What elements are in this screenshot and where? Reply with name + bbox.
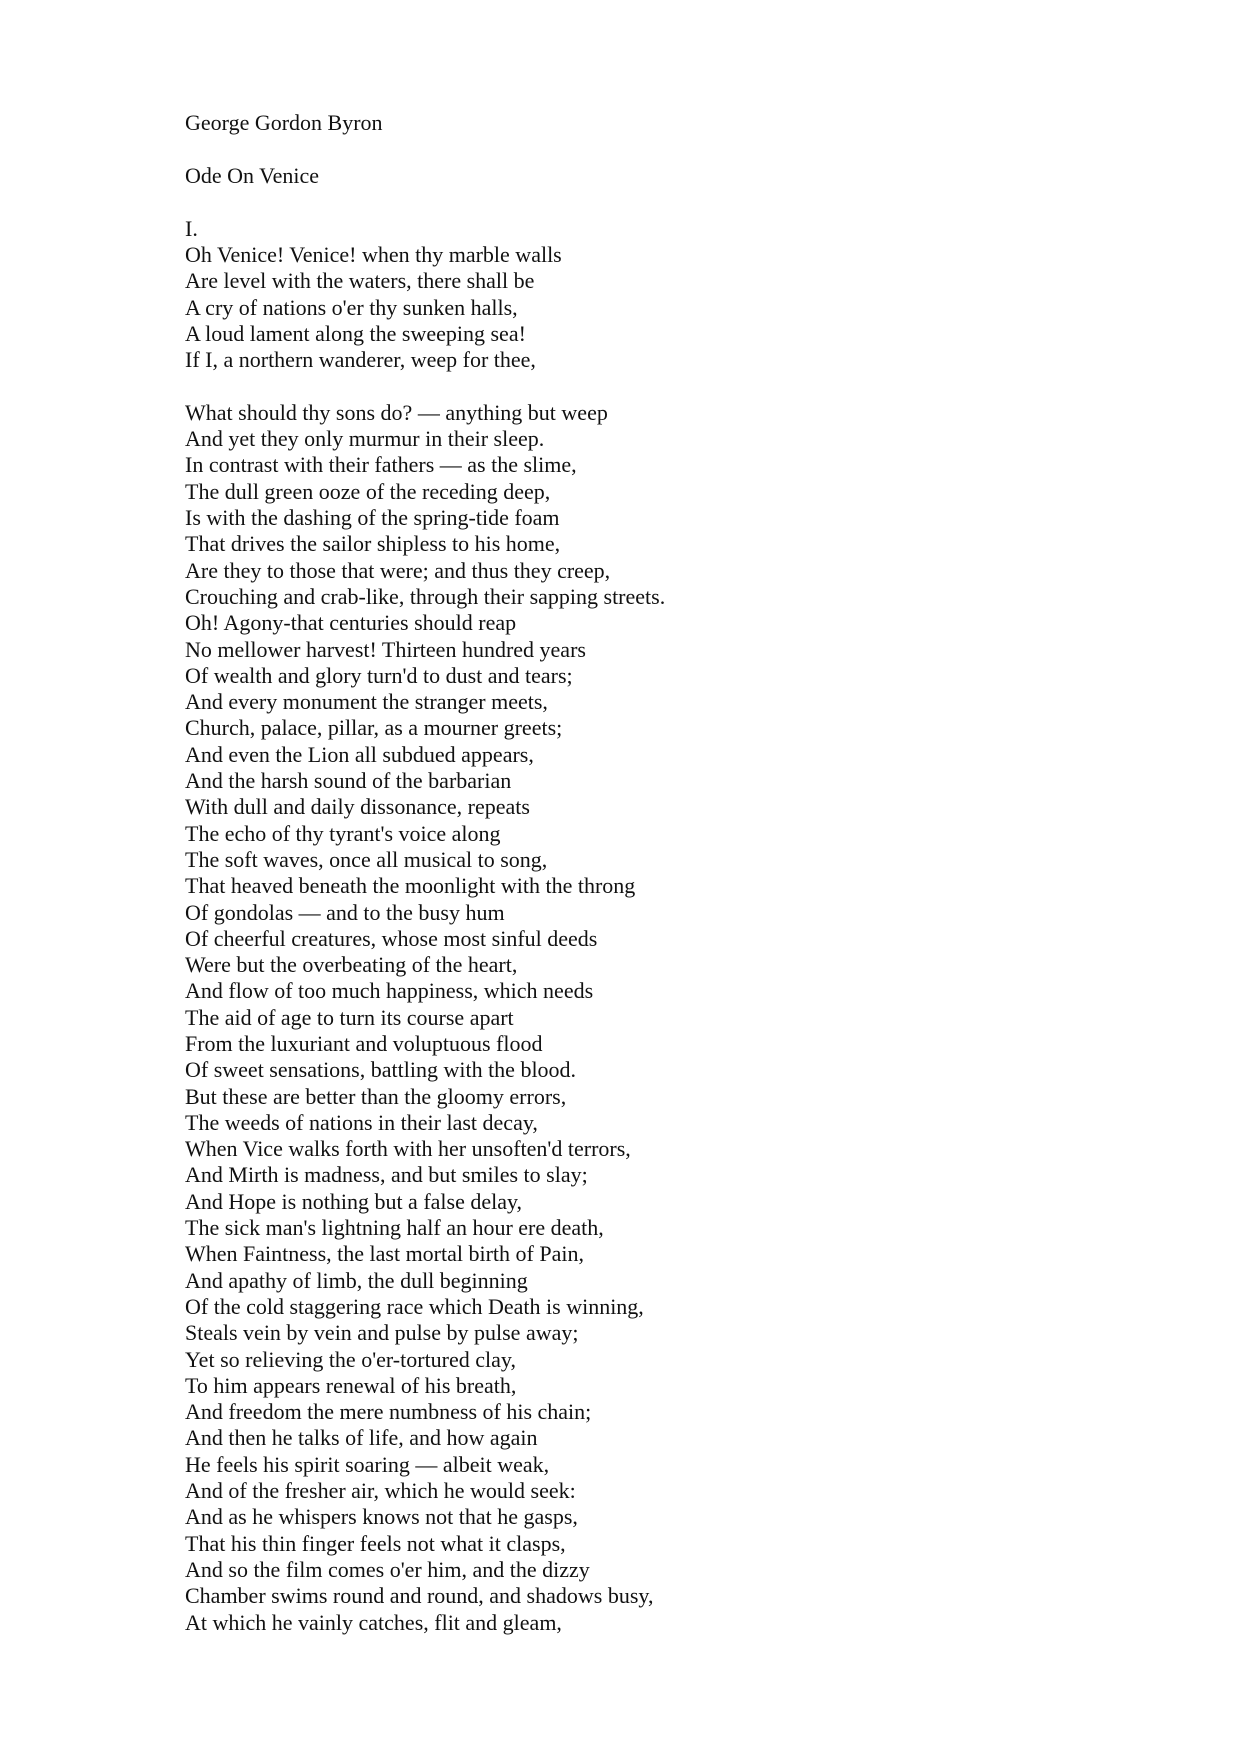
poem-line: The sick man's lightning half an hour ere death, <box>185 1215 604 1241</box>
poem-line: And yet they only murmur in their sleep. <box>185 426 545 452</box>
poem-line: Crouching and crab-like, through their sapping streets. <box>185 583 666 609</box>
poem-line: Were but the overbeating of the heart, <box>185 952 518 978</box>
poem-line: In contrast with their fathers — as the slime, <box>185 452 577 478</box>
poem-line: And freedom the mere numbness of his chain; <box>185 1399 592 1425</box>
poem-line: No mellower harvest! Thirteen hundred years <box>185 636 586 662</box>
poem-line: He feels his spirit soaring — albeit weak, <box>185 1451 550 1477</box>
poem-line: And the harsh sound of the barbarian <box>185 768 512 794</box>
poem-line: If I, a northern wanderer, weep for thee, <box>185 347 536 373</box>
poem-line: And even the Lion all subdued appears, <box>185 741 534 767</box>
poem-line: Of sweet sensations, battling with the blood. <box>185 1057 577 1083</box>
poem-line: The echo of thy tyrant's voice along <box>185 820 501 846</box>
poem-line: A cry of nations o'er thy sunken halls, <box>185 294 518 320</box>
poem-line: Oh! Agony-that centuries should reap <box>185 610 517 636</box>
poem-line: When Vice walks forth with her unsoften'd terrors, <box>185 1136 631 1162</box>
poem-line: That drives the sailor shipless to his home, <box>185 531 561 557</box>
poem-line: At which he vainly catches, flit and gleam, <box>185 1609 562 1635</box>
poem-title: Ode On Venice <box>185 162 319 188</box>
poem-line: To him appears renewal of his breath, <box>185 1372 517 1398</box>
poem-line: Oh Venice! Venice! when thy marble walls <box>185 242 562 268</box>
poem-line: When Faintness, the last mortal birth of Pain, <box>185 1241 584 1267</box>
stanza-2 <box>185 400 1185 1636</box>
poem-line: Church, palace, pillar, as a mourner greets; <box>185 715 563 741</box>
poem-line: What should thy sons do? — anything but weep <box>185 399 608 425</box>
poem-line: A loud lament along the sweeping sea! <box>185 320 526 346</box>
document-page <box>185 110 1185 1636</box>
poem-line: Of cheerful creatures, whose most sinful deeds <box>185 925 598 951</box>
poem-line: Of wealth and glory turn'd to dust and tears; <box>185 662 573 688</box>
poem-line: Are they to those that were; and thus they creep, <box>185 557 611 583</box>
poem-line: That his thin finger feels not what it clasps, <box>185 1530 566 1556</box>
poem-line: Of the cold staggering race which Death is winning, <box>185 1293 644 1319</box>
poem-line: Yet so relieving the o'er-tortured clay, <box>185 1346 516 1372</box>
stanza-1 <box>185 242 1185 373</box>
poem-line: And Mirth is madness, and but smiles to slay; <box>185 1162 588 1188</box>
poem-line: The weeds of nations in their last decay, <box>185 1109 538 1135</box>
poem-line: From the luxuriant and voluptuous flood <box>185 1030 543 1056</box>
poem-line: And as he whispers knows not that he gasps, <box>185 1504 578 1530</box>
poem-line: Is with the dashing of the spring-tide foam <box>185 505 560 531</box>
poem-line: And so the film comes o'er him, and the dizzy <box>185 1556 590 1582</box>
poem-line: Chamber swims round and round, and shadows busy, <box>185 1583 654 1609</box>
author-name: George Gordon Byron <box>185 110 383 135</box>
poem-line: And flow of too much happiness, which needs <box>185 978 594 1004</box>
poem-line: But these are better than the gloomy errors, <box>185 1083 567 1109</box>
poem-line: And then he talks of life, and how again <box>185 1425 538 1451</box>
poem-line: Steals vein by vein and pulse by pulse away; <box>185 1320 579 1346</box>
poem-line: And every monument the stranger meets, <box>185 689 548 715</box>
poem-line: The dull green ooze of the receding deep, <box>185 478 551 504</box>
poem-line: That heaved beneath the moonlight with the throng <box>185 873 636 899</box>
poem-line: And Hope is nothing but a false delay, <box>185 1188 523 1214</box>
poem-line: With dull and daily dissonance, repeats <box>185 794 530 820</box>
poem-line: The aid of age to turn its course apart <box>185 1004 514 1030</box>
poem-line: Of gondolas — and to the busy hum <box>185 899 505 925</box>
poem-line: And apathy of limb, the dull beginning <box>185 1267 528 1293</box>
poem-line: And of the fresher air, which he would seek: <box>185 1478 576 1504</box>
poem-line: The soft waves, once all musical to song, <box>185 846 548 872</box>
poem-line: Are level with the waters, there shall be <box>185 268 535 294</box>
section-number: I. <box>185 215 198 241</box>
